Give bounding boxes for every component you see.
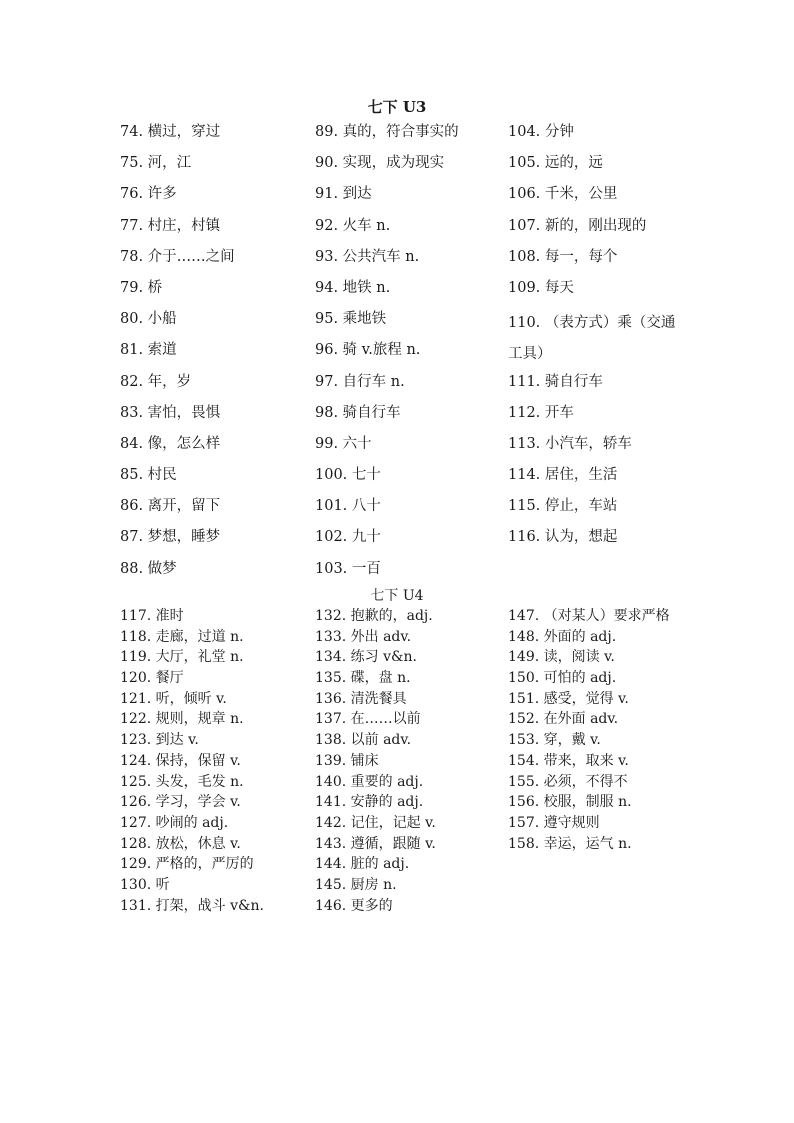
vocab-item: 104. 分钟	[508, 124, 574, 140]
vocab-item: 134. 练习 v&n.	[315, 649, 417, 666]
u4-column-1	[120, 606, 305, 916]
vocab-item: 107. 新的，刚出现的	[508, 217, 647, 234]
vocab-item: 100. 七十	[315, 467, 381, 484]
vocab-item: 133. 外出 adv.	[315, 628, 412, 645]
vocab-item: 80. 小船	[120, 311, 177, 328]
vocab-item: 90. 实现，成为现实	[315, 155, 445, 172]
vocab-item: 91. 到达	[315, 186, 372, 203]
vocab-item: 88. 做梦	[120, 560, 177, 577]
vocab-item: 110. （表方式）乘（交通工具）	[508, 315, 676, 363]
vocab-item: 125. 头发，毛发 n.	[120, 773, 244, 790]
vocab-item: 97. 自行车 n.	[315, 373, 405, 390]
vocab-item: 103. 一百	[315, 560, 381, 577]
vocab-item: 77. 村庄，村镇	[120, 217, 221, 234]
vocab-item: 135. 碟，盘 n.	[315, 670, 411, 687]
vocab-item: 157. 遵守规则	[508, 814, 600, 831]
vocab-item: 148. 外面的 adj.	[508, 628, 617, 645]
vocab-item: 101. 八十	[315, 498, 381, 515]
vocab-item: 128. 放松，休息 v.	[120, 835, 241, 852]
vocab-item: 131. 打架，战斗 v&n.	[120, 897, 264, 914]
vocab-item: 92. 火车 n.	[315, 217, 391, 234]
vocab-item: 127. 吵闹的 adj.	[120, 814, 229, 831]
vocab-item: 142. 记住，记起 v.	[315, 814, 436, 831]
vocab-item: 158. 幸运，运气 n.	[508, 835, 632, 852]
vocab-item: 82. 年，岁	[120, 373, 192, 390]
vocab-item: 139. 铺床	[315, 752, 379, 769]
vocab-item: 118. 走廊，过道 n.	[120, 628, 244, 645]
vocab-item: 132. 抱歉的，adj.	[315, 608, 433, 624]
vocab-item: 156. 校服，制服 n.	[508, 794, 632, 811]
vocab-item: 123. 到达 v.	[120, 732, 199, 749]
vocab-item: 109. 每天	[508, 279, 574, 296]
vocab-item: 145. 厨房 n.	[315, 876, 397, 893]
u3-column-3	[508, 121, 693, 558]
vocab-item: 87. 梦想，睡梦	[120, 529, 221, 546]
vocab-item: 78. 介于……之间	[120, 248, 235, 265]
vocab-item: 108. 每一，每个	[508, 248, 618, 265]
vocab-item: 85. 村民	[120, 467, 177, 484]
vocab-item: 120. 餐厅	[120, 670, 184, 687]
vocab-item: 150. 可怕的 adj.	[508, 670, 617, 687]
vocab-item: 129. 严格的，严厉的	[120, 856, 254, 873]
section-title-u4: 七下 U4	[370, 588, 424, 604]
vocab-item: 153. 穿，戴 v.	[508, 732, 601, 749]
vocab-item: 151. 感受，觉得 v.	[508, 690, 629, 707]
vocab-item: 126. 学习，学会 v.	[120, 794, 241, 811]
vocab-item: 105. 远的，远	[508, 155, 603, 172]
vocab-item: 149. 读，阅读 v.	[508, 649, 615, 666]
vocab-item: 102. 九十	[315, 529, 381, 546]
vocab-item: 84. 像，怎么样	[120, 435, 221, 452]
vocab-item: 137. 在……以前	[315, 711, 421, 728]
vocab-item: 143. 遵循，跟随 v.	[315, 835, 436, 852]
vocab-item: 140. 重要的 adj.	[315, 773, 424, 790]
vocab-item: 98. 骑自行车	[315, 404, 401, 421]
vocab-item: 155. 必须，不得不	[508, 773, 628, 790]
vocab-item: 113. 小汽车，轿车	[508, 435, 632, 452]
vocab-item: 121. 听，倾听 v.	[120, 690, 227, 707]
vocab-item: 86. 离开，留下	[120, 498, 221, 515]
vocab-item: 141. 安静的 adj.	[315, 794, 424, 811]
vocab-item: 124. 保持，保留 v.	[120, 752, 241, 769]
vocab-item: 138. 以前 adv.	[315, 732, 412, 749]
vocab-item: 89. 真的，符合事实的	[315, 124, 459, 140]
u3-column-1	[120, 121, 305, 589]
vocab-item: 81. 索道	[120, 342, 177, 359]
vocab-item: 116. 认为，想起	[508, 529, 618, 546]
vocab-item: 112. 开车	[508, 404, 574, 421]
vocab-item: 106. 千米，公里	[508, 186, 618, 203]
vocab-item: 74. 横过，穿过	[120, 124, 221, 140]
vocab-item: 96. 骑 v.旅程 n.	[315, 342, 421, 359]
u4-column-2	[315, 606, 500, 916]
vocab-item: 79. 桥	[120, 279, 163, 296]
vocab-item: 75. 河，江	[120, 155, 192, 172]
vocab-item: 152. 在外面 adv.	[508, 711, 619, 728]
vocab-item: 93. 公共汽车 n.	[315, 248, 420, 265]
section-title-u3: 七下 U3	[367, 98, 427, 116]
vocab-item: 76. 许多	[120, 186, 177, 203]
vocab-item: 154. 带来，取来 v.	[508, 752, 629, 769]
vocab-item: 144. 脏的 adj.	[315, 856, 410, 873]
vocab-item: 146. 更多的	[315, 897, 393, 914]
vocab-item: 117. 准时	[120, 608, 184, 624]
u3-column-2	[315, 121, 500, 589]
vocab-item: 94. 地铁 n.	[315, 279, 391, 296]
vocab-item: 83. 害怕，畏惧	[120, 404, 221, 421]
vocab-item: 95. 乘地铁	[315, 311, 387, 328]
vocab-item: 136. 清洗餐具	[315, 690, 407, 707]
vocab-item: 130. 听	[120, 876, 170, 893]
vocab-item: 147. （对某人）要求严格	[508, 608, 670, 624]
u4-column-3	[508, 606, 693, 854]
vocab-item: 114. 居住，生活	[508, 467, 618, 484]
vocab-item: 111. 骑自行车	[508, 373, 603, 390]
vocab-item: 99. 六十	[315, 435, 372, 452]
vocab-item: 115. 停止，车站	[508, 498, 618, 515]
vocab-item: 119. 大厅，礼堂 n.	[120, 649, 244, 666]
vocab-item: 122. 规则，规章 n.	[120, 711, 244, 728]
